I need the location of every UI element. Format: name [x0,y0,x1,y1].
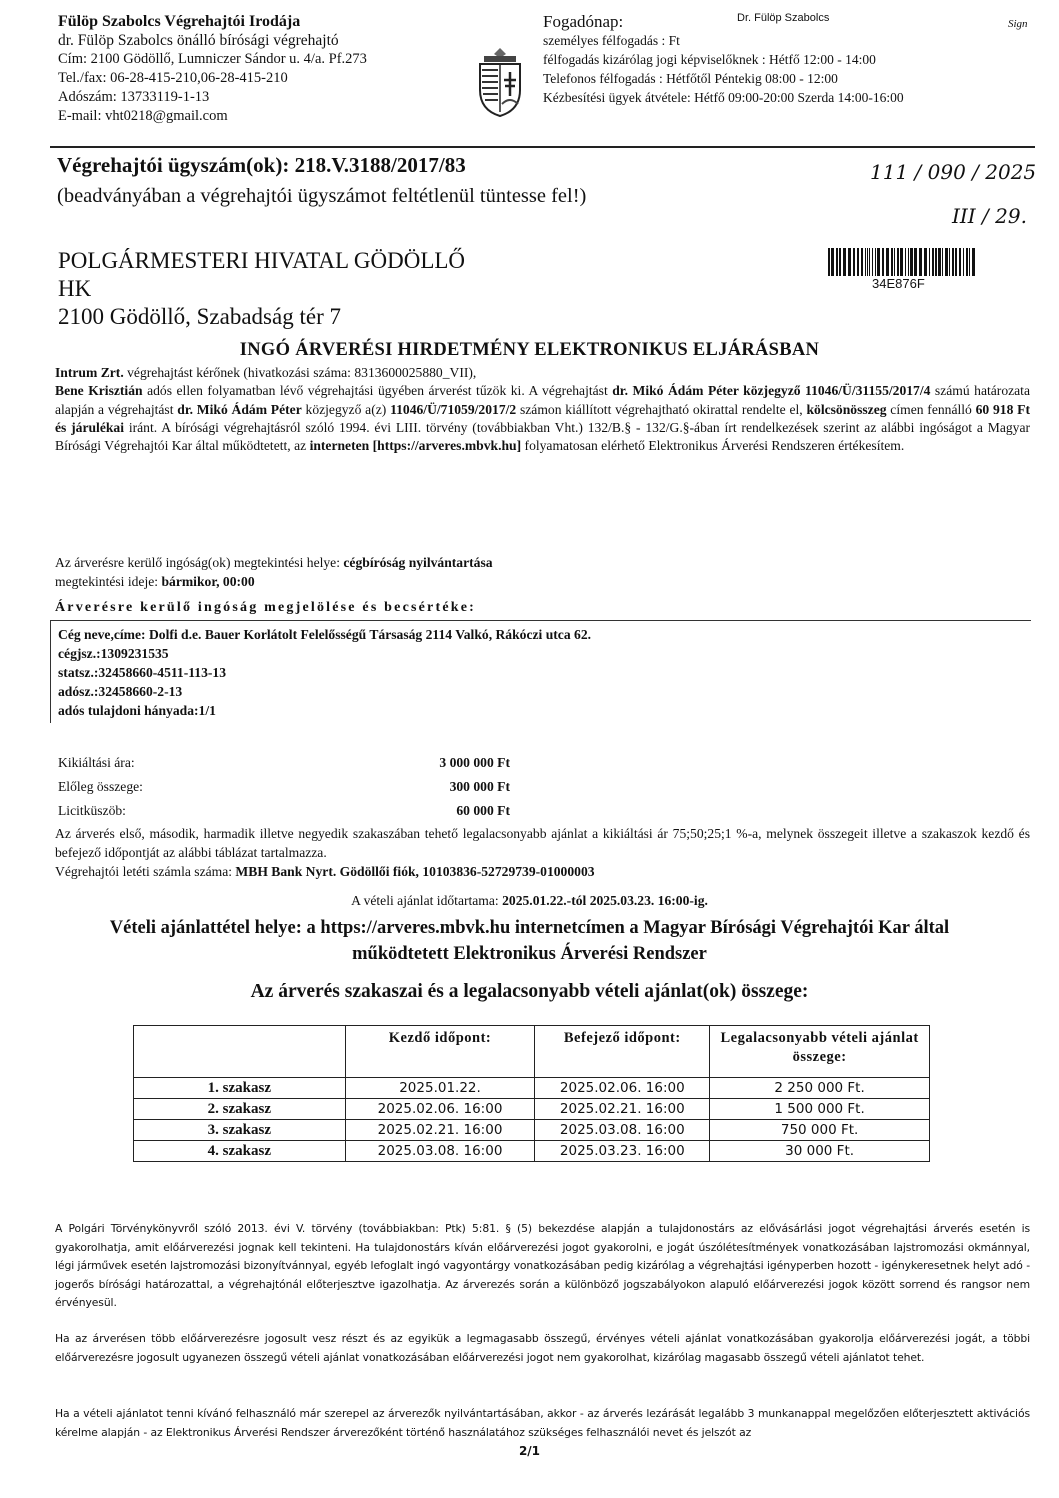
inspection-info [55,553,1030,591]
column-header: Kezdő időpont: [345,1026,535,1078]
page-number: 2/1 [518,1444,541,1458]
notary-reference: dr. Mikó Ádám Péter közjegyző 11046/Ü/31155/2017/4 [612,383,931,399]
stage-label: 1. szakasz [134,1078,346,1099]
bid-place-line: működtetett Elektronikus Árverési Rendszer [352,944,707,964]
barcode-icon [828,248,978,276]
bid-period-value: 2025.01.22.-tól 2025.03.23. 16:00-ig. [502,893,708,908]
starting-price: 3 000 000 Ft [439,755,510,770]
bid-period [0,893,1059,909]
barcode-code: 34E876F [872,276,925,291]
asset-line: cégjsz.:1309231535 [58,646,169,661]
legal-note: A Polgári Törvénykönyvről szóló 2013. évi V. törvény (továbbiakban: Ptk) 5:81. § (5) bekezdése alapján a tulajdonostárs az elővásárlási jogot végrehajtási árverés esetén is gyakorolhatja, amit előárverezési jognak kell tekinteni. Ha tulajdonostárs kíván előárverezési jogot gyakorolni, e jogát úszólétesítmények vonatkozásában lajstromozási okmánnyal, légi járművek esetén lajstromozási bizonyítvánnyal, egyéb lefoglalt ingó vagyontárgy vonatkozásában pedig kizárólag a végrehajtási igényperben hozott - igénykeresetnek helyt adó - jogerős bírósági határozattal, a végrehajtónál előterjesztve igazolhatja. Az árverezés során a különböző jogszabályokon alapuló előárverezési jogok között sorrend és rangsor nem érvényesül. [55,1222,1030,1309]
stage-end: 2025.02.06. 16:00 [535,1078,710,1099]
bid-place [0,915,1059,967]
signature-mark: Sign [1008,18,1028,30]
reception-line: személyes félfogadás : Ft [543,33,680,48]
office-info [58,12,478,126]
intro-text: adós ellen folyamatban lévő végrehajtási ügyében árverést tűzök ki. A végrehajtást [142,383,613,399]
bid-place-line: Vételi ajánlattétel helye: a https://arveres.mbvk.hu internetcímen a Magyar Bírósági Végrehajtói Kar által [109,918,950,938]
price-labels [58,751,143,823]
starting-price-label: Kikiáltási ára: [58,755,135,770]
intro-text: folyamatosan elérhető Elektronikus Árverési Rendszeren értékesítem. [521,438,905,454]
registration-stamp-sub: III / 29. [952,204,1027,228]
reception-info [543,12,1013,107]
stage-end: 2025.03.08. 16:00 [535,1120,710,1141]
stage-minimum-bid: 30 000 Ft. [710,1141,930,1162]
intro-text: számon kiállított végrehajtható okirattal rendelte el, [516,401,807,417]
office-tax-number: Adószám: 13733119-1-13 [58,89,210,105]
asset-line: statsz.:32458660-4511-113-13 [58,665,227,680]
asset-line: adósz.:32458660-2-13 [58,684,183,699]
reception-line: félfogadás kizárólag jogi képviselőknek : Hétfő 12:00 - 14:00 [543,52,876,67]
asset-line: Cég neve,címe: Dolfi d.e. Bauer Korlátolt Felelősségű Társaság 2114 Valkó, Rákóczi utca 62. [58,627,592,642]
claim-amount: 60 918 Ft és járulékai [55,401,1030,435]
bid-increment-label: Licitküszöb: [58,803,126,818]
creditor-name: Intrum Zrt. [55,365,124,380]
stages-table-title: Az árverés szakaszai és a legalacsonyabb vételi ajánlat(ok) összege: [250,981,809,1002]
office-email: E-mail: vht0218@gmail.com [58,108,228,124]
bank-account [55,864,595,880]
asset-heading: Árverésre kerülő ingóság megjelölése és becsértéke: [55,600,476,615]
column-header: Befejező időpont: [535,1026,710,1078]
stage-start: 2025.02.06. 16:00 [345,1099,535,1120]
intro-text: iránt. A bírósági végrehajtásról szóló 1994. évi LIII. törvény (továbbiakban Vht.) 132/B.§ - 132/G.§-ában írt rendelkezések szerint az alábbi ingóságot a Magyar Bírósági Végrehajtói Kar által működtetett, az [55,419,1031,454]
stage-minimum-bid: 1 500 000 Ft. [710,1099,930,1120]
intro-text: számú határozata alapján a végrehajtást [55,383,1030,417]
office-phone: Tel./fax: 06-28-415-210,06-28-415-210 [58,70,288,86]
bailiff-name: dr. Fülöp Szabolcs önálló bírósági végrehajtó [58,32,339,49]
stage-start: 2025.02.21. 16:00 [345,1120,535,1141]
intro-text: közjegyző a(z) [301,401,391,417]
table-row [134,1120,930,1141]
office-name: Fülöp Szabolcs Végrehajtói Irodája [58,13,301,30]
stage-end: 2025.03.23. 16:00 [535,1141,710,1162]
notary-name: dr. Mikó Ádám Péter [177,401,302,417]
table-row [134,1099,930,1120]
registration-stamp: 111 / 090 / 2025 [870,160,1037,184]
recipient-name: POLGÁRMESTERI HIVATAL GÖDÖLLŐ [58,248,466,273]
bank-value: MBH Bank Nyrt. Gödöllői fiók, 10103836-52729739-01000003 [235,864,595,879]
stage-label: 3. szakasz [134,1120,346,1141]
legal-note: Ha az árverésen több előárverezésre jogosult vesz részt és az egyikük a legmagasabb összegű, érvényes vételi ajánlat vonatkozásában gyakorolja előárverezési jogát, a többi előárverezésre jogosult ugyanezen összegű vételi ajánlat vonatkozásában előárverezési jogot nem gyakorolhat, kizárólag magasabb összegű vételi ajánlatot tehet. [55,1332,1030,1364]
claim-type: kölcsönösszeg [806,401,887,417]
reception-line: Telefonos félfogadás : Hétfőtől Péntekig 08:00 - 12:00 [543,71,838,86]
bid-period-label: A vételi ajánlat időtartama: [351,893,503,908]
column-header: Legalacsonyabb vételi ajánlat összege: [710,1026,930,1078]
case-number: Végrehajtói ügyszám(ok): 218.V.3188/2017/83 [57,153,466,177]
table-row [134,1141,930,1162]
recipient-address [58,247,465,331]
auction-site: interneten [https://arveres.mbvk.hu] [309,438,522,454]
document-title: INGÓ ÁRVERÉSI HIRDETMÉNY ELEKTRONIKUS ELJÁRÁSBAN [239,340,820,360]
case-note: (beadványában a végrehajtói ügyszámot feltétlenül tüntesse fel!) [57,185,587,207]
bid-increment: 60 000 Ft [456,803,510,818]
stage-minimum-bid: 2 250 000 Ft. [710,1078,930,1099]
stage-label: 4. szakasz [134,1141,346,1162]
intro-paragraph [55,364,1030,455]
inspection-time: bármikor, 00:00 [161,574,255,589]
inspection-time-label: megtekintési ideje: [55,574,162,589]
stage-end: 2025.02.21. 16:00 [535,1099,710,1120]
stage-start: 2025.03.08. 16:00 [345,1141,535,1162]
stage-minimum-bid: 750 000 Ft. [710,1120,930,1141]
recipient-dept: HK [58,276,92,301]
stages-table [133,1025,930,1162]
inspection-place: cégbíróság nyilvántartása [343,555,493,570]
debtor-name: Bene Krisztián [55,383,143,399]
stage-start: 2025.01.22. [345,1078,535,1099]
stages-description: Az árverés első, második, harmadik illetve negyedik szakaszában tehető legalacsonyabb ajánlat a kikiáltási ár 75;50;25;1 %-a, melynek összegeit illetve a szakaszok kezdő és befejező időpontját az alábbi táblázat tartalmazza. [55,826,1030,860]
price-values [370,751,510,823]
deposit-amount: 300 000 Ft [449,779,510,794]
reception-label: Fogadónap: [543,12,624,31]
stage-label: 2. szakasz [134,1099,346,1120]
enforcement-document: 11046/Ü/71059/2017/2 [390,401,517,417]
bank-label: Végrehajtói letéti számla száma: [55,864,236,879]
header-divider [50,146,1035,148]
signer-name: Dr. Fülöp Szabolcs [737,12,830,24]
table-header-row [134,1026,930,1078]
column-header [134,1026,346,1078]
intro-text: címen fennálló [886,401,976,417]
inspection-place-label: Az árverésre kerülő ingóság(ok) megtekintési helye: [55,555,344,570]
reception-line: Kézbesítési ügyek átvétele: Hétfő 09:00-20:00 Szerda 14:00-16:00 [543,90,904,105]
deposit-label: Előleg összege: [58,779,143,794]
table-row [134,1078,930,1099]
creditor-details: végrehajtást kérőnek (hivatkozási száma: 8313600025880_VII), [123,365,477,380]
recipient-street: 2100 Gödöllő, Szabadság tér 7 [58,304,341,329]
asset-details [58,625,591,720]
office-address: Cím: 2100 Gödöllő, Lumniczer Sándor u. 4/a. Pf.273 [58,51,367,67]
coat-of-arms-icon [470,46,530,118]
legal-note: Ha a vételi ajánlatot tenni kívánó felhasználó már szerepel az árverezők nyilvántartásában, akkor - az árverés lezárását legalább 3 munkanappal megelőzően előterjesztett aktivációs kérelme alapján - az Elektronikus Árverési Rendszer árverezőként történő használatához szükséges felhasználói nevet és jelszót az [55,1407,1030,1439]
asset-line: adós tulajdoni hányada:1/1 [58,703,216,718]
